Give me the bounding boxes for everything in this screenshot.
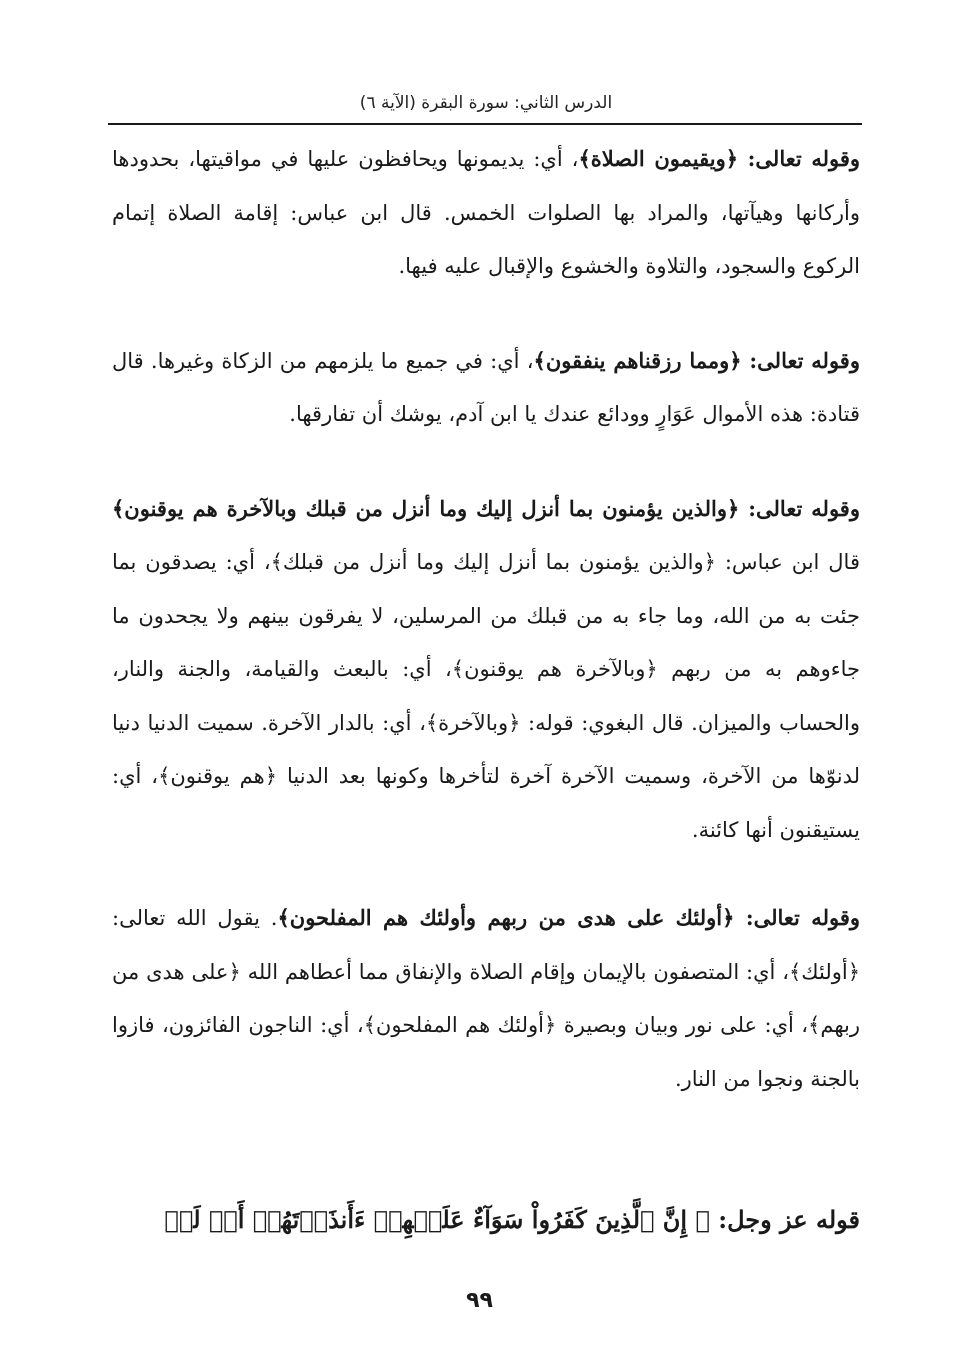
paragraph-lead: وقوله تعالى: <box>734 905 860 930</box>
final-verse-line <box>112 1192 860 1248</box>
page-body <box>112 132 860 1106</box>
paragraph-lead: وقوله تعالى: <box>741 347 860 373</box>
quranic-verse: ﴿ويقيمون الصلاة﴾ <box>578 146 739 171</box>
paragraph-lead: قوله عز وجل: <box>709 1205 860 1234</box>
quranic-verse: ﴿والذين يؤمنون بما أنزل إليك وما أنزل من قبلك وبالآخرة هم يوقنون﴾ <box>112 495 740 521</box>
running-header: الدرس الثاني: سورة البقرة (الآية ٦) <box>359 93 613 113</box>
paragraph-text: . يقول الله تعالى: ﴿أولئك﴾، أي: المتصفون بالإيمان وإقام الصلاة والإنفاق مما أعطاهم الله ﴿على هدى من ربهم﴾، أي: على نور وبيان وبصيرة ﴿أولئك هم المفلحون﴾، أي: الناجون الفائزون، فازوا بالجنة ونجوا من النار. <box>112 906 860 1091</box>
header-divider <box>108 123 862 125</box>
paragraph-prayer <box>112 132 860 294</box>
quranic-verse: ﴿ومما رزقناهم ينفقون﴾ <box>533 347 742 373</box>
quranic-verse: ﴿أولئك على هدى من ربهم وأولئك هم المفلحون﴾ <box>277 905 735 930</box>
paragraph-spending <box>112 334 860 442</box>
quranic-verse: ﴿ إِنَّ ٱلَّذِينَ كَفَرُواْ سَوَآءٌ عَلَيۡهِمۡ ءَأَنذَرۡتَهُمۡ أَمۡ لَمۡ <box>164 1205 710 1234</box>
paragraph-belief <box>112 482 860 858</box>
paragraph-guided <box>112 891 860 1106</box>
page-number: ٩٩ <box>466 1288 493 1313</box>
paragraph-lead: وقوله تعالى: <box>738 146 861 171</box>
paragraph-lead: وقوله تعالى: <box>739 495 860 521</box>
paragraph-text: ، أي: في جميع ما يلزمهم من الزكاة وغيرها. قال قتادة: هذه الأموال عَوَارٍ وودائع عندك يا ابن آدم، يوشك أن تفارقها. <box>112 348 860 426</box>
paragraph-text: قال ابن عباس: ﴿والذين يؤمنون بما أنزل إليك وما أنزل من قبلك﴾، أي: يصدقون بما جئت به من الله، وما جاء به من قبلك من المرسلين، لا يفرقون بينهم ولا يجحدون ما جاءوهم به من ربهم ﴿وبالآخرة هم يوقنون﴾، أي: بالبعث والقيامة، والجنة والنار، والحساب والميزان. قال البغوي: قوله: ﴿وبالآخرة﴾، أي: بالدار الآخرة. سميت الدنيا دنيا لدنوّها من الآخرة، وسميت الآخرة آخرة لتأخرها وكونها بعد الدنيا ﴿هم يوقنون﴾، أي: يستيقنون أنها كائنة. <box>112 550 860 842</box>
paragraph-spacer <box>112 442 860 482</box>
paragraph-spacer <box>112 857 860 891</box>
paragraph-text: ، أي: يديمونها ويحافظون عليها في مواقيتها، بحدودها وأركانها وهيآتها، والمراد بها الصلوات الخمس. قال ابن عباس: إقامة الصلاة إتمام الركوع والسجود، والتلاوة والخشوع والإقبال عليه فيها. <box>112 147 860 278</box>
paragraph-spacer <box>112 294 860 334</box>
